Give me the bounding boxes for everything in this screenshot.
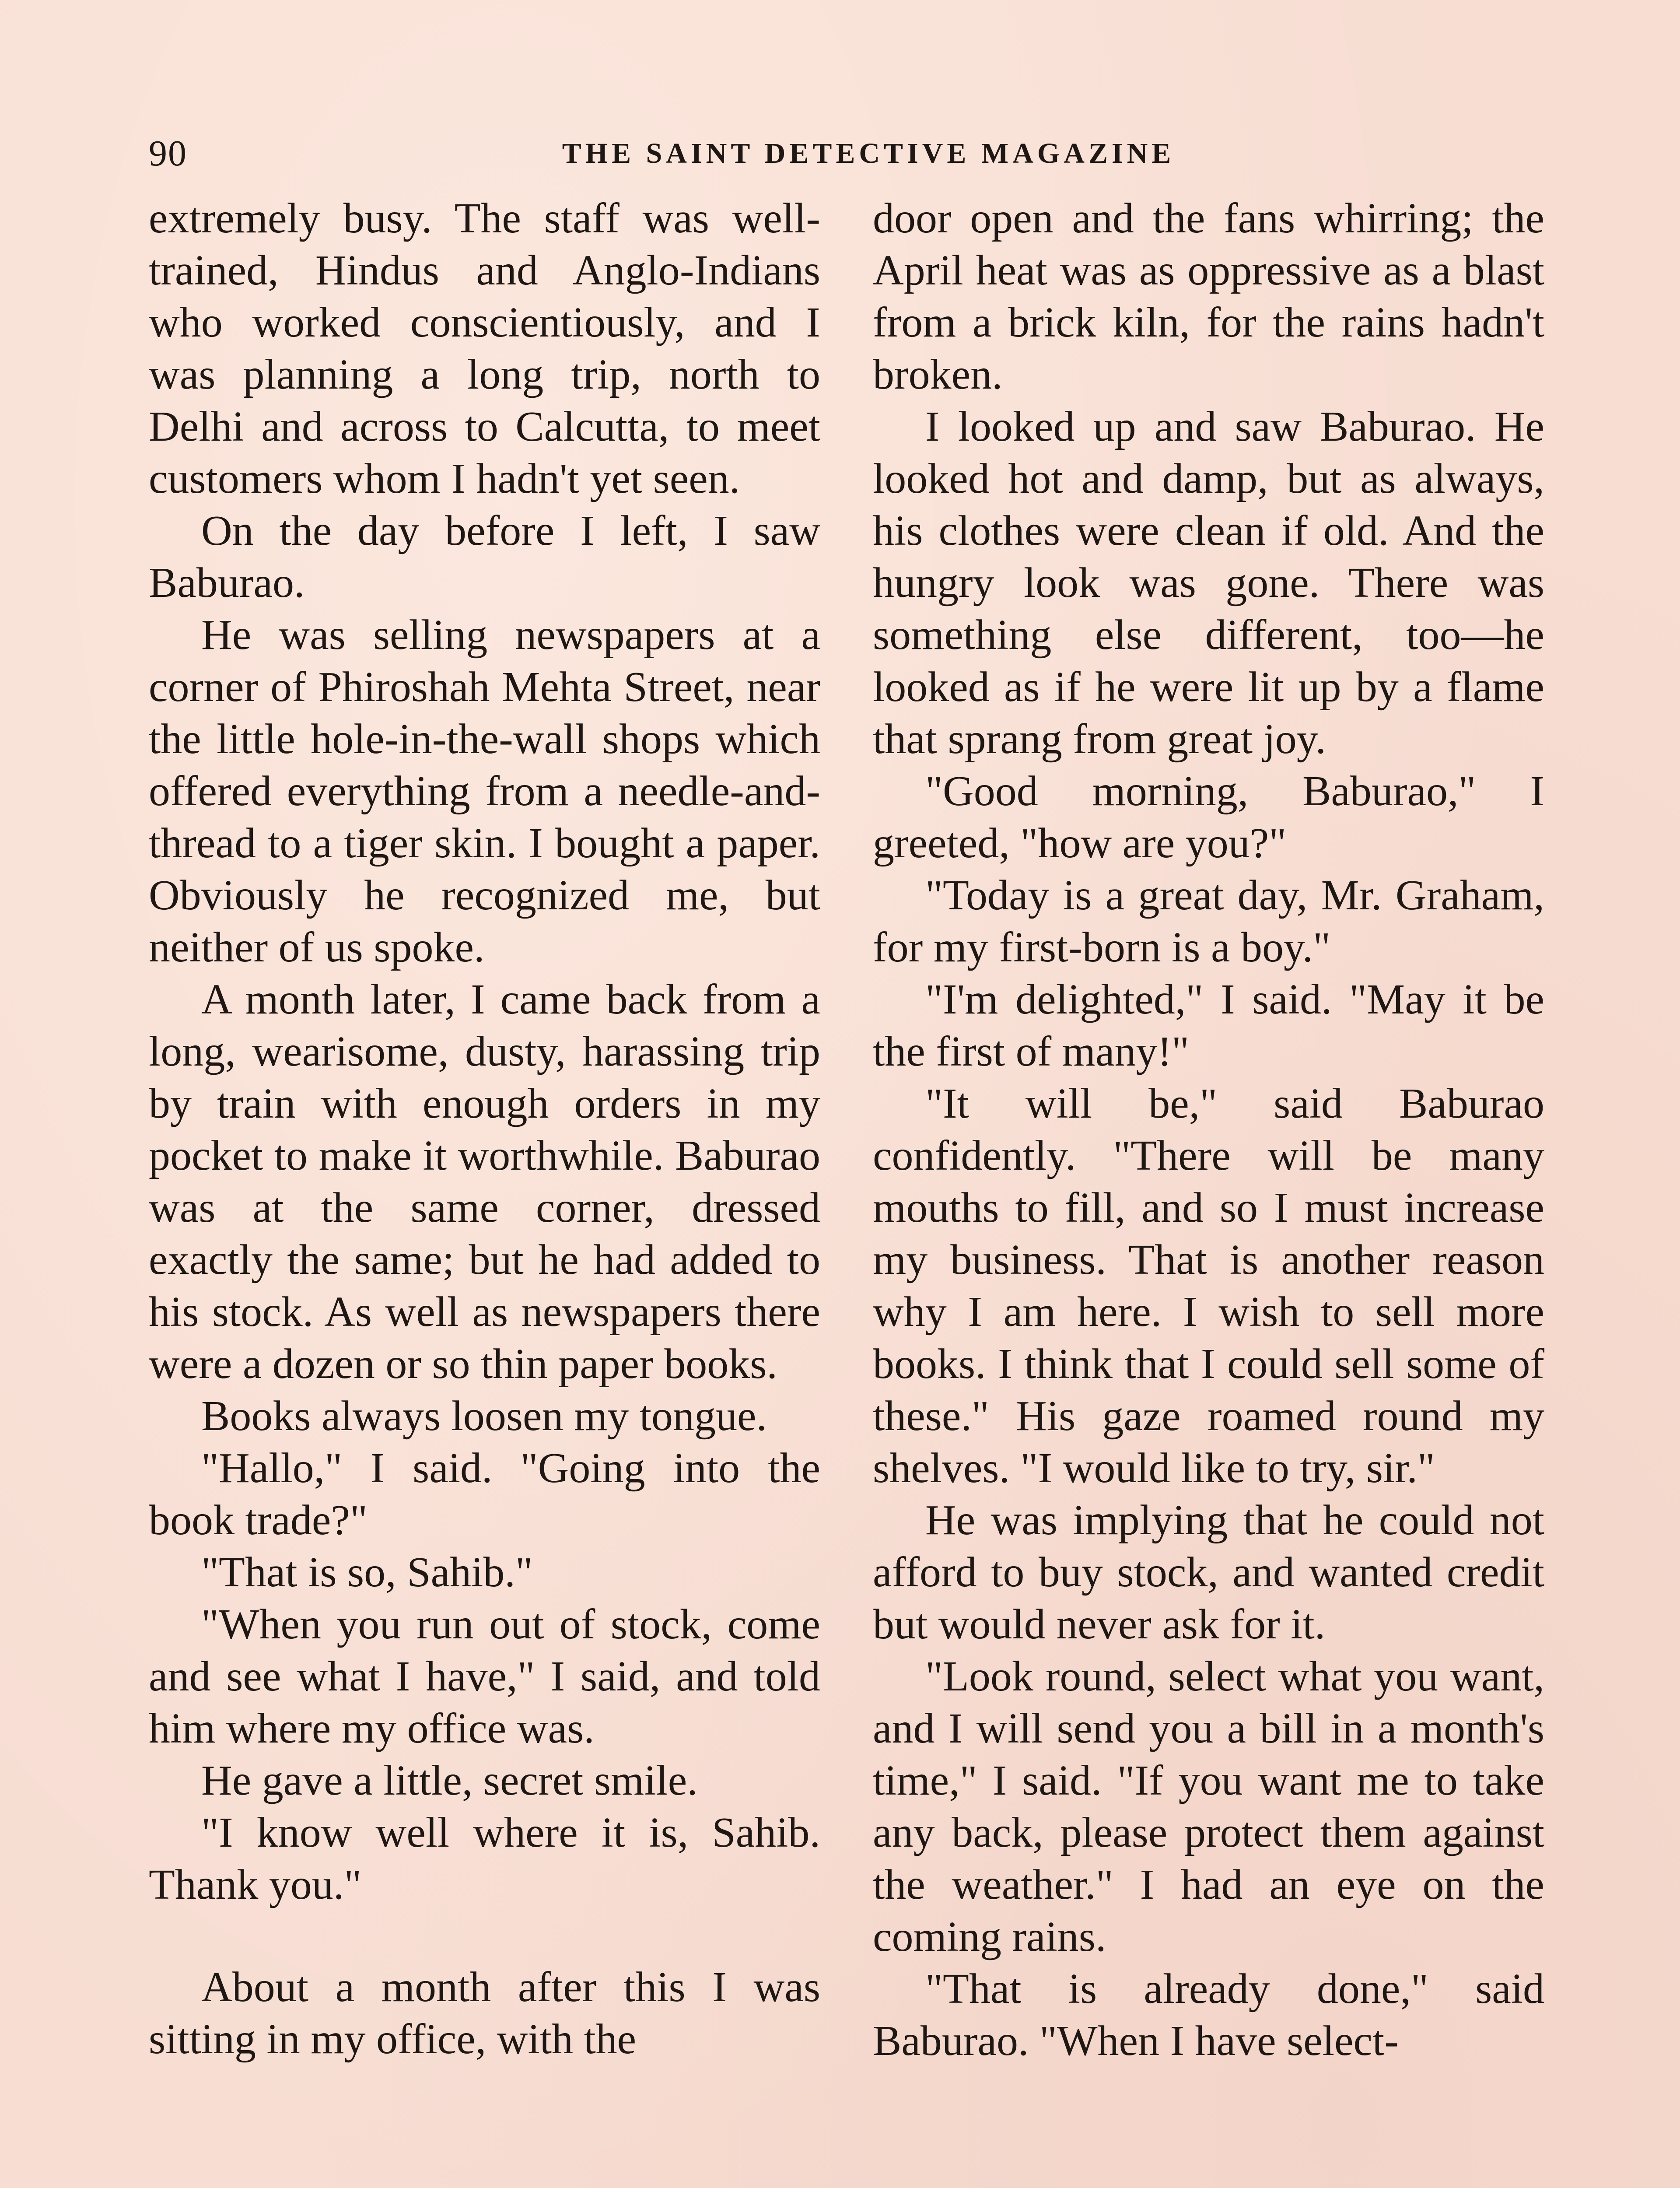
- right-column: [873, 193, 1544, 2067]
- paragraph: I looked up and saw Baburao. He looked hot and damp, but as always, his clothes were clean if old. And the hungry look was gone. There was something else different, too—he looked as if he were lit up by a flame that sprang from great joy.: [873, 403, 1544, 763]
- paragraph: "Good morning, Baburao," I greeted, "how are you?": [873, 768, 1544, 867]
- paragraph: "I'm delighted," I said. "May it be the first of many!": [873, 976, 1544, 1075]
- paragraph: "That is already done," said Baburao. "When I have select-: [873, 1965, 1544, 2065]
- left-column: [149, 193, 820, 2065]
- paragraph: About a month after this I was sitting in my office, with the: [149, 1964, 820, 2063]
- paragraph: "I know well where it is, Sahib. Thank you.": [149, 1809, 820, 1908]
- paragraph: "That is so, Sahib.": [201, 1549, 533, 1596]
- paragraph: "Look round, select what you want, and I will send you a bill in a month's time," I said. "If you want me to take any back, please protect them against the weather." I had an eye on the coming rains.: [873, 1653, 1544, 1960]
- paragraph: extremely busy. The staff was well-trained, Hindus and Anglo-Indians who worked conscientiously, and I was planning a long trip, north to Delhi and across to Calcutta, to meet customers whom I hadn't yet seen.: [149, 195, 820, 502]
- paragraph: door open and the fans whirring; the April heat was as oppressive as a blast from a brick kiln, for the rains hadn't broken.: [873, 195, 1544, 398]
- running-head: [149, 130, 1536, 178]
- paragraph: Books always loosen my tongue.: [201, 1392, 767, 1440]
- paragraph: He gave a little, secret smile.: [201, 1757, 698, 1804]
- page-number: 90: [149, 133, 187, 174]
- paragraph: He was implying that he could not afford to buy stock, and wanted credit but would never ask for it.: [873, 1497, 1544, 1648]
- paragraph: "It will be," said Baburao confidently. "There will be many mouths to fill, and so I must increase my business. That is another reason why I am here. I wish to sell more books. I think that I could sell some of these." His gaze roamed round my shelves. "I would like to try, sir.": [873, 1080, 1544, 1492]
- paragraph: A month later, I came back from a long, wearisome, dusty, harassing trip by train with enough orders in my pocket to make it worthwhile. Baburao was at the same corner, dressed exactly the same; but he had added to his stock. As well as newspapers there were a dozen or so thin paper books.: [149, 976, 820, 1388]
- paragraph: He was selling newspapers at a corner of Phiroshah Mehta Street, near the little hole-in-the-wall shops which offered everything from a needle-and-thread to a tiger skin. I bought a paper. Obviously he recognized me, but neither of us spoke.: [149, 611, 820, 971]
- paragraph: "When you run out of stock, come and see what I have," I said, and told him where my office was.: [149, 1601, 820, 1752]
- paragraph: "Hallo," I said. "Going into the book trade?": [149, 1445, 820, 1544]
- paragraph: "Today is a great day, Mr. Graham, for my first-born is a boy.": [873, 872, 1544, 971]
- magazine-title: THE SAINT DETECTIVE MAGAZINE: [562, 137, 1175, 169]
- paragraph: On the day before I left, I saw Baburao.: [149, 507, 820, 607]
